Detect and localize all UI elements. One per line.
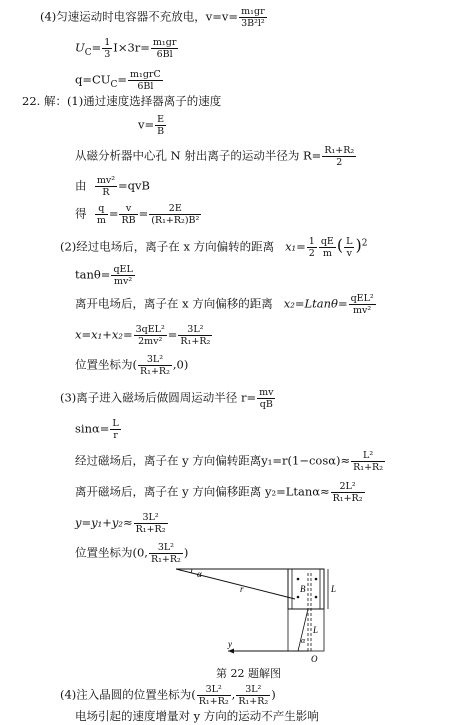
problem-22-diagram — [170, 563, 360, 663]
alpha-label: α — [197, 569, 202, 579]
field-box-inner — [292, 569, 320, 609]
field-dot — [297, 596, 300, 599]
y-label: y — [228, 639, 232, 649]
line-x-total: x=x₁+x₂= $\frac{\text{3qEL²}}{\text{2mv²}}$ = $\frac{\text{3L²}}{\text{R₁+R₂}}$ — [75, 324, 211, 347]
radius-line — [176, 569, 295, 599]
line-y-total: y=y₁+y₂≈ $\frac{\text{3L²}}{\text{R₁+R₂}}$ — [75, 512, 166, 535]
y-axis-arrow — [228, 649, 234, 654]
line-position-x: 位置坐标为( $\frac{\text{3L²}}{\text{R₁+R₂}}$ ,0) — [75, 354, 189, 377]
line-you: 由 $\frac{\text{mv²}}{R}$ =qvB — [75, 175, 150, 198]
line-part3-r: (3)离子进入磁场后做圆周运动半径 r= $\frac{mv}{qB}$ — [60, 387, 274, 410]
field-dot — [297, 578, 300, 581]
field-box — [288, 569, 324, 609]
lower-box — [288, 609, 324, 651]
line-4-uniform-motion: (4)匀速运动时电容器不充放电，v=v= $\frac{\text{m₁gr}}{\text{3B²l²}}$ — [40, 6, 265, 29]
problem-22-heading: 22. 解：(1)通过速度选择器离子的速度 — [22, 94, 222, 108]
r-label: r — [240, 584, 244, 594]
line-v-eb: v= $\frac{E}{B}$ — [138, 114, 165, 137]
line-y1: 经过磁场后，离子在 y 方向偏转距离y₁=r(1−cosα)≈ $\frac{\text{L²}}{\text{R₁+R₂}}$ — [75, 450, 384, 473]
line-sinalpha: sinα= $\frac{L}{r}$ — [75, 418, 119, 441]
line-x2: 离开电场后，离子在 x 方向偏移的距离 x₂=Ltanθ= $\frac{\text{qEL²}}{\text{mv²}}$ — [75, 293, 374, 316]
line-q: $q=CU_C=$ $\frac{\text{m₁grC}}{6Bl}$ — [75, 69, 161, 92]
b-label: B — [300, 584, 306, 594]
line-radius-R: 从磁分析器中心孔 N 射出离子的运动半径为 R= $\frac{\text{R₁+R₂}}{2}$ — [75, 145, 355, 168]
line-part2-x1: (2)经过电场后，离子在 x 方向偏转的距离 x₁= $\frac{1}{2}$ $\frac{qE}{m}$ ( $\frac{L}{v}$ )$^2$ — [60, 235, 368, 259]
origin-label: O — [311, 654, 318, 663]
figure-caption: 第 22 题解图 — [216, 667, 281, 680]
line-y2: 离开磁场后，离子在 y 方向偏移距离 y₂=Ltanα≈ $\frac{\text{2L²}}{\text{R₁+R₂}}$ — [75, 481, 363, 504]
l-label: L — [331, 584, 337, 594]
l-label-lower: L — [313, 625, 319, 635]
fraction: $\frac{\text{m₁gr}}{\text{3B²l²}}$ — [241, 6, 265, 29]
line-conclusion: 电场引起的速度增量对 y 方向的运动不产生影响 — [75, 709, 319, 723]
line-part4-position: (4)注入晶圆的位置坐标为( $\frac{\text{3L²}}{\text{R₁+R₂}}$ , $\frac{\text{3L²}}{\text{R₁+R₂}}$ ) — [60, 684, 276, 707]
field-dot — [315, 596, 318, 599]
line-uc: $U_C=$ $\frac{1}{3}$ I×3r= $\frac{\text{m₁gr}}{6Bl}$ — [75, 37, 177, 60]
line-tantheta: tanθ= $\frac{\text{qEL}}{\text{mv²}}$ — [75, 264, 133, 287]
line-position-y: 位置坐标为(0, $\frac{\text{3L²}}{\text{R₁+R₂}}$ ) — [75, 542, 189, 565]
alpha-arc — [191, 569, 192, 573]
alpha-label-lower: α — [301, 636, 306, 645]
line-de: 得 $\frac{q}{m}$ = $\frac{v}{RB}$ = $\frac{2E}{\text{(R₁+R₂)B²}}$ — [75, 203, 200, 226]
field-dot — [315, 578, 318, 581]
